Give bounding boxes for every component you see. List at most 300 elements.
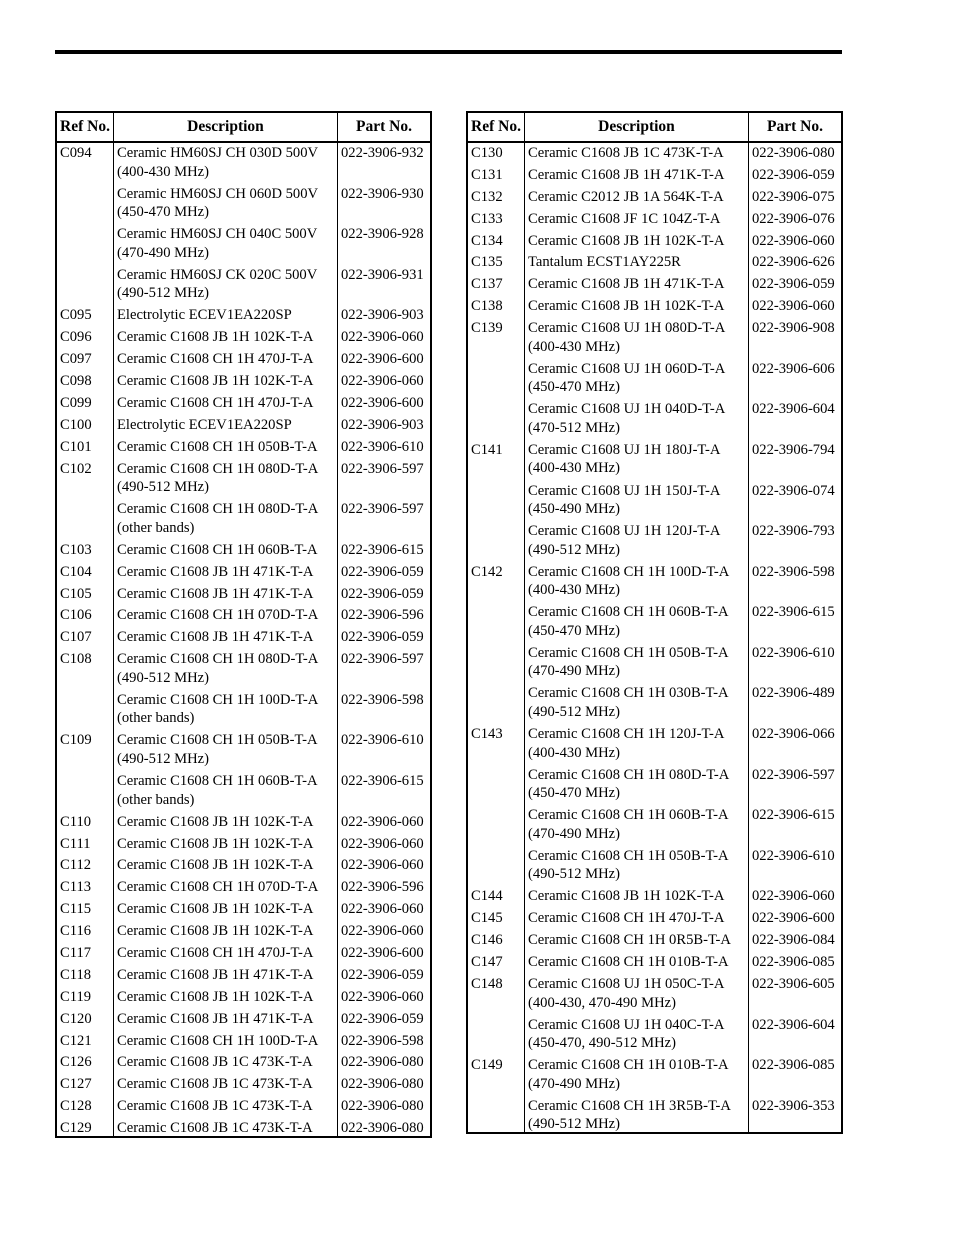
ref-no-cell: C145	[471, 910, 503, 927]
description-text: Ceramic C1608 CH 1H 080D-T-A	[117, 460, 319, 477]
description-text: Ceramic C1608 CH 1H 070D-T-A	[117, 879, 319, 896]
parts-table-right	[466, 111, 843, 1134]
description-text: Ceramic C1608 JB 1H 102K-T-A	[528, 888, 725, 905]
table-row	[468, 975, 841, 1016]
description-text: Ceramic C1608 CH 1H 060B-T-A	[528, 807, 729, 824]
description-text: Ceramic C1608 JB 1H 102K-T-A	[117, 857, 314, 874]
part-no-cell: 022-3906-600	[752, 910, 835, 927]
description-text: Ceramic C1608 CH 1H 030B-T-A	[528, 685, 729, 702]
description-text: Ceramic C1608 UJ 1H 040D-T-A	[528, 401, 726, 418]
description-cell	[114, 350, 338, 372]
description-cell	[114, 394, 338, 416]
part-no-cell: 022-3906-060	[341, 373, 424, 390]
description-cell	[114, 372, 338, 394]
description-cell	[525, 909, 749, 931]
ref-no-cell: C094	[60, 145, 92, 161]
part-no-cell: 022-3906-615	[341, 541, 424, 558]
description-cell	[114, 1119, 338, 1141]
part-no-cell: 022-3906-074	[752, 482, 835, 499]
table-row	[57, 691, 430, 732]
description-text: Ceramic C1608 CH 1H 010B-T-A	[528, 1057, 729, 1074]
ref-no-cell: C113	[60, 879, 92, 896]
table-row	[468, 847, 841, 888]
description-cell	[525, 684, 749, 725]
ref-no-cell: C104	[60, 563, 92, 580]
table-row	[57, 1010, 430, 1032]
description-text: Ceramic C1608 CH 1H 050B-T-A	[528, 644, 729, 661]
row-list	[468, 143, 841, 1137]
part-no-cell: 022-3906-606	[752, 360, 835, 377]
description-cell	[114, 944, 338, 966]
ref-no-cell: C131	[471, 166, 503, 183]
frequency-band-text: (400-430 MHz)	[528, 582, 621, 599]
description-text: Ceramic C1608 CH 1H 100D-T-A	[117, 691, 319, 708]
description-cell	[525, 275, 749, 297]
part-no-cell: 022-3906-610	[341, 732, 424, 749]
description-cell	[114, 835, 338, 857]
part-no-cell: 022-3906-794	[752, 441, 835, 458]
description-cell	[114, 225, 338, 266]
parts-table-left	[55, 111, 432, 1138]
description-text: Ceramic C2012 JB 1A 564K-T-A	[528, 188, 724, 205]
description-cell	[525, 210, 749, 232]
description-text: Ceramic C1608 CH 1H 080D-T-A	[117, 651, 319, 668]
table-row	[57, 835, 430, 857]
description-cell	[114, 585, 338, 607]
table-row	[57, 650, 430, 691]
table-row	[57, 416, 430, 438]
part-no-cell: 022-3906-080	[752, 145, 835, 161]
description-cell	[114, 1097, 338, 1119]
table-row	[57, 266, 430, 307]
part-no-cell: 022-3906-600	[341, 394, 424, 411]
frequency-band-text: (400-430 MHz)	[528, 460, 621, 477]
ref-no-cell: C121	[60, 1032, 92, 1049]
part-no-cell: 022-3906-597	[341, 651, 424, 668]
table-row	[468, 644, 841, 685]
description-text: Ceramic C1608 JB 1H 471K-T-A	[117, 629, 314, 646]
description-cell	[114, 988, 338, 1010]
table-row	[468, 253, 841, 275]
part-no-cell: 022-3906-353	[752, 1097, 835, 1114]
table-row	[468, 806, 841, 847]
description-text: Ceramic C1608 CH 1H 3R5B-T-A	[528, 1097, 731, 1114]
description-cell	[525, 166, 749, 188]
ref-no-cell: C102	[60, 460, 92, 477]
ref-no-cell: C108	[60, 651, 92, 668]
table-row	[468, 766, 841, 807]
ref-no-cell	[57, 266, 114, 307]
table-row	[57, 438, 430, 460]
description-text: Ceramic C1608 JB 1H 102K-T-A	[117, 923, 314, 940]
description-text: Ceramic C1608 CH 1H 120J-T-A	[528, 726, 725, 743]
frequency-band-text: (490-512 MHz)	[528, 866, 621, 883]
table-body	[468, 143, 841, 1132]
row-list	[57, 143, 430, 1141]
table-body	[57, 143, 430, 1136]
ref-no-cell: C126	[60, 1054, 92, 1071]
description-text: Ceramic C1608 JB 1H 102K-T-A	[528, 232, 725, 249]
part-no-cell: 022-3906-908	[752, 320, 835, 337]
part-no-cell: 022-3906-060	[341, 329, 424, 346]
description-cell	[114, 922, 338, 944]
description-text: Ceramic C1608 CH 1H 010B-T-A	[528, 954, 729, 971]
table-row	[57, 1075, 430, 1097]
description-cell	[525, 319, 749, 360]
description-cell	[114, 460, 338, 501]
part-no-cell: 022-3906-060	[752, 888, 835, 905]
description-cell	[114, 500, 338, 541]
description-text: Ceramic HM60SJ CH 030D 500V	[117, 145, 319, 161]
ref-no-cell: C117	[60, 944, 92, 961]
table-row	[57, 328, 430, 350]
ref-no-cell	[468, 766, 525, 807]
ref-no-cell: C103	[60, 541, 92, 558]
table-row	[57, 988, 430, 1010]
ref-no-cell: C119	[60, 988, 92, 1005]
description-text: Ceramic C1608 UJ 1H 150J-T-A	[528, 482, 721, 499]
description-text: Ceramic C1608 JB 1H 102K-T-A	[117, 835, 314, 852]
description-text: Ceramic C1608 JB 1C 473K-T-A	[117, 1098, 313, 1115]
table-row	[468, 482, 841, 523]
description-cell	[525, 603, 749, 644]
ref-no-cell: C107	[60, 629, 92, 646]
frequency-band-text: (400-430, 470-490 MHz)	[528, 994, 676, 1011]
table-row	[57, 460, 430, 501]
part-no-cell: 022-3906-598	[341, 1032, 424, 1049]
table-row	[468, 188, 841, 210]
description-text: Ceramic C1608 UJ 1H 040C-T-A	[528, 1016, 725, 1033]
frequency-band-text: (490-512 MHz)	[117, 285, 210, 302]
part-no-cell: 022-3906-615	[752, 807, 835, 824]
frequency-band-text: (450-470 MHz)	[528, 379, 621, 396]
ref-no-cell: C095	[60, 307, 92, 324]
description-cell	[525, 1056, 749, 1097]
table-row	[57, 606, 430, 628]
part-no-cell: 022-3906-059	[341, 585, 424, 602]
description-text: Ceramic C1608 CH 1H 050B-T-A	[528, 847, 729, 864]
table-row	[468, 563, 841, 604]
part-no-cell: 022-3906-059	[341, 629, 424, 646]
ref-no-cell: C120	[60, 1010, 92, 1027]
part-no-cell: 022-3906-085	[752, 954, 835, 971]
description-cell	[525, 953, 749, 975]
description-cell	[525, 253, 749, 275]
description-text: Ceramic C1608 JB 1C 473K-T-A	[117, 1054, 313, 1071]
description-cell	[114, 266, 338, 307]
ref-no-cell	[468, 847, 525, 888]
table-row	[57, 900, 430, 922]
table-row	[57, 372, 430, 394]
description-text: Ceramic C1608 JB 1H 102K-T-A	[117, 373, 314, 390]
table-row	[57, 541, 430, 563]
part-no-cell: 022-3906-600	[341, 944, 424, 961]
table-row	[468, 297, 841, 319]
description-cell	[114, 856, 338, 878]
ref-no-cell: C144	[471, 888, 503, 905]
frequency-band-text: (450-470 MHz)	[528, 785, 621, 802]
table-row	[57, 500, 430, 541]
description-cell	[114, 1075, 338, 1097]
description-text: Ceramic C1608 JB 1H 471K-T-A	[117, 966, 314, 983]
description-text: Ceramic C1608 CH 1H 470J-T-A	[117, 944, 314, 961]
ref-no-cell: C130	[471, 145, 503, 161]
description-text: Ceramic C1608 UJ 1H 050C-T-A	[528, 976, 725, 992]
table-row	[57, 394, 430, 416]
description-text: Ceramic C1608 JB 1H 102K-T-A	[117, 813, 314, 830]
ref-no-cell: C142	[471, 563, 503, 580]
description-text: Ceramic C1608 UJ 1H 180J-T-A	[528, 441, 721, 458]
description-cell	[114, 650, 338, 691]
description-cell	[114, 416, 338, 438]
part-no-cell: 022-3906-930	[341, 185, 424, 202]
table-row	[57, 185, 430, 226]
description-cell	[114, 691, 338, 732]
part-no-cell: 022-3906-903	[341, 416, 424, 433]
description-text: Ceramic C1608 CH 1H 070D-T-A	[117, 607, 319, 624]
table-row	[468, 684, 841, 725]
ref-no-cell	[57, 691, 114, 732]
description-cell	[114, 306, 338, 328]
description-text: Ceramic C1608 CH 1H 080D-T-A	[117, 501, 319, 518]
frequency-band-text: (490-512 MHz)	[117, 750, 210, 767]
description-text: Electrolytic ECEV1EA220SP	[117, 307, 292, 324]
description-cell	[525, 1097, 749, 1138]
part-no-cell: 022-3906-060	[752, 298, 835, 315]
table-row	[57, 585, 430, 607]
header-part-no: Part No.	[767, 118, 823, 135]
table-row	[468, 909, 841, 931]
description-text: Ceramic HM60SJ CH 040C 500V	[117, 226, 318, 243]
description-cell	[525, 441, 749, 482]
part-no-cell: 022-3906-932	[341, 145, 424, 161]
description-text: Ceramic C1608 JB 1C 473K-T-A	[528, 145, 724, 161]
description-text: Ceramic C1608 JB 1H 102K-T-A	[117, 901, 314, 918]
table-row	[468, 166, 841, 188]
ref-no-cell: C128	[60, 1098, 92, 1115]
ref-no-cell: C147	[471, 954, 503, 971]
ref-no-cell: C127	[60, 1076, 92, 1093]
description-cell	[114, 878, 338, 900]
ref-no-cell	[468, 1016, 525, 1057]
part-no-cell: 022-3906-080	[341, 1076, 424, 1093]
description-text: Ceramic C1608 JB 1H 102K-T-A	[117, 329, 314, 346]
part-no-cell: 022-3906-626	[752, 254, 835, 271]
table-row	[468, 931, 841, 953]
description-text: Ceramic C1608 JB 1H 471K-T-A	[528, 166, 725, 183]
ref-no-cell: C110	[60, 813, 92, 830]
ref-no-cell: C098	[60, 373, 92, 390]
ref-no-cell: C105	[60, 585, 92, 602]
description-cell	[114, 144, 338, 185]
ref-no-cell	[468, 644, 525, 685]
description-cell	[114, 628, 338, 650]
table-row	[57, 628, 430, 650]
ref-no-cell: C149	[471, 1057, 503, 1074]
ref-no-cell	[57, 772, 114, 813]
header-ref-no: Ref No.	[468, 113, 525, 141]
table-row	[468, 953, 841, 975]
table-row	[468, 360, 841, 401]
frequency-band-text: (other bands)	[117, 791, 195, 808]
part-no-cell: 022-3906-059	[341, 1010, 424, 1027]
table-row	[57, 772, 430, 813]
part-no-cell: 022-3906-793	[752, 523, 835, 540]
description-text: Ceramic C1608 CH 1H 100D-T-A	[117, 1032, 319, 1049]
ref-no-cell	[468, 684, 525, 725]
description-text: Ceramic C1608 CH 1H 470J-T-A	[117, 394, 314, 411]
ref-no-cell	[57, 500, 114, 541]
ref-no-cell	[468, 482, 525, 523]
description-cell	[114, 541, 338, 563]
table-row	[468, 144, 841, 166]
part-no-cell: 022-3906-075	[752, 188, 835, 205]
part-no-cell: 022-3906-596	[341, 607, 424, 624]
description-text: Ceramic C1608 CH 1H 060B-T-A	[528, 604, 729, 621]
description-text: Ceramic C1608 CH 1H 470J-T-A	[117, 351, 314, 368]
table-row	[57, 856, 430, 878]
part-no-cell: 022-3906-059	[752, 166, 835, 183]
part-no-cell: 022-3906-610	[752, 847, 835, 864]
description-cell	[525, 725, 749, 766]
ref-no-cell	[468, 603, 525, 644]
description-text: Ceramic C1608 JB 1C 473K-T-A	[117, 1076, 313, 1093]
part-no-cell: 022-3906-604	[752, 1016, 835, 1033]
ref-no-cell	[468, 806, 525, 847]
part-no-cell: 022-3906-928	[341, 226, 424, 243]
part-no-cell: 022-3906-605	[752, 976, 835, 992]
ref-no-cell: C101	[60, 438, 92, 455]
frequency-band-text: (470-512 MHz)	[528, 419, 621, 436]
description-text: Ceramic C1608 UJ 1H 080D-T-A	[528, 320, 726, 337]
part-no-cell: 022-3906-084	[752, 932, 835, 949]
description-cell	[114, 606, 338, 628]
description-cell	[525, 1016, 749, 1057]
frequency-band-text: (490-512 MHz)	[528, 541, 621, 558]
table-row	[57, 306, 430, 328]
description-cell	[114, 772, 338, 813]
ref-no-cell: C139	[471, 320, 503, 337]
description-cell	[525, 482, 749, 523]
ref-no-cell: C100	[60, 416, 92, 433]
ref-no-cell: C112	[60, 857, 92, 874]
table-row	[468, 232, 841, 254]
description-text: Ceramic C1608 JB 1H 102K-T-A	[528, 298, 725, 315]
description-cell	[525, 188, 749, 210]
table-row	[57, 731, 430, 772]
description-cell	[525, 931, 749, 953]
ref-no-cell: C129	[60, 1120, 92, 1137]
part-no-cell: 022-3906-596	[341, 879, 424, 896]
description-text: Ceramic C1608 JB 1H 471K-T-A	[528, 276, 725, 293]
part-no-cell: 022-3906-076	[752, 210, 835, 227]
description-text: Electrolytic ECEV1EA220SP	[117, 416, 292, 433]
frequency-band-text: (490-512 MHz)	[117, 479, 210, 496]
description-cell	[114, 731, 338, 772]
description-text: Ceramic C1608 JF 1C 104Z-T-A	[528, 210, 721, 227]
description-cell	[525, 144, 749, 166]
table-row	[468, 275, 841, 297]
description-cell	[525, 644, 749, 685]
top-rule	[55, 50, 842, 54]
part-no-cell: 022-3906-489	[752, 685, 835, 702]
table-row	[468, 210, 841, 232]
table-row	[57, 1097, 430, 1119]
ref-no-cell: C138	[471, 298, 503, 315]
part-no-cell: 022-3906-600	[341, 351, 424, 368]
frequency-band-text: (400-430 MHz)	[528, 338, 621, 355]
description-text: Ceramic C1608 CH 1H 470J-T-A	[528, 910, 725, 927]
frequency-band-text: (other bands)	[117, 710, 195, 727]
ref-no-cell	[57, 225, 114, 266]
part-no-cell: 022-3906-610	[341, 438, 424, 455]
frequency-band-text: (400-430 MHz)	[528, 744, 621, 761]
frequency-band-text: (450-470 MHz)	[528, 622, 621, 639]
ref-no-cell: C099	[60, 394, 92, 411]
description-cell	[114, 563, 338, 585]
ref-no-cell: C106	[60, 607, 92, 624]
part-no-cell: 022-3906-060	[341, 923, 424, 940]
ref-no-cell: C115	[60, 901, 92, 918]
description-text: Ceramic C1608 JB 1H 471K-T-A	[117, 563, 314, 580]
description-text: Ceramic C1608 JB 1H 471K-T-A	[117, 585, 314, 602]
table-header	[57, 113, 430, 143]
header-part-no: Part No.	[356, 118, 412, 135]
ref-no-cell: C137	[471, 276, 503, 293]
frequency-band-text: (490-512 MHz)	[117, 669, 210, 686]
frequency-band-text: (470-490 MHz)	[528, 825, 621, 842]
description-cell	[525, 806, 749, 847]
part-no-cell: 022-3906-903	[341, 307, 424, 324]
description-cell	[525, 563, 749, 604]
frequency-band-text: (other bands)	[117, 519, 195, 536]
table-row	[57, 563, 430, 585]
frequency-band-text: (450-470, 490-512 MHz)	[528, 1035, 676, 1052]
part-no-cell: 022-3906-931	[341, 266, 424, 283]
description-text: Ceramic C1608 CH 1H 0R5B-T-A	[528, 932, 731, 949]
description-text: Ceramic C1608 CH 1H 060B-T-A	[117, 773, 318, 790]
header-ref-no: Ref No.	[57, 113, 114, 141]
ref-no-cell	[468, 360, 525, 401]
part-no-cell: 022-3906-080	[341, 1120, 424, 1137]
description-cell	[114, 1032, 338, 1054]
description-text: Ceramic C1608 CH 1H 080D-T-A	[528, 766, 730, 783]
description-cell	[525, 975, 749, 1016]
part-no-cell: 022-3906-597	[341, 501, 424, 518]
description-cell	[114, 1053, 338, 1075]
table-row	[468, 1097, 841, 1138]
description-cell	[525, 847, 749, 888]
table-row	[468, 725, 841, 766]
description-text: Ceramic C1608 CH 1H 060B-T-A	[117, 541, 318, 558]
part-no-cell: 022-3906-598	[752, 563, 835, 580]
ref-no-cell	[468, 400, 525, 441]
ref-no-cell: C132	[471, 188, 503, 205]
frequency-band-text: (490-512 MHz)	[528, 1116, 621, 1133]
ref-no-cell	[468, 1097, 525, 1138]
description-cell	[525, 400, 749, 441]
ref-no-cell: C141	[471, 441, 503, 458]
part-no-cell: 022-3906-615	[341, 773, 424, 790]
description-cell	[525, 360, 749, 401]
description-cell	[525, 766, 749, 807]
description-text: Ceramic HM60SJ CH 060D 500V	[117, 185, 319, 202]
frequency-band-text: (470-490 MHz)	[117, 244, 210, 261]
ref-no-cell: C116	[60, 923, 92, 940]
table-row	[468, 1016, 841, 1057]
description-text: Ceramic C1608 CH 1H 100D-T-A	[528, 563, 730, 580]
description-cell	[114, 1010, 338, 1032]
